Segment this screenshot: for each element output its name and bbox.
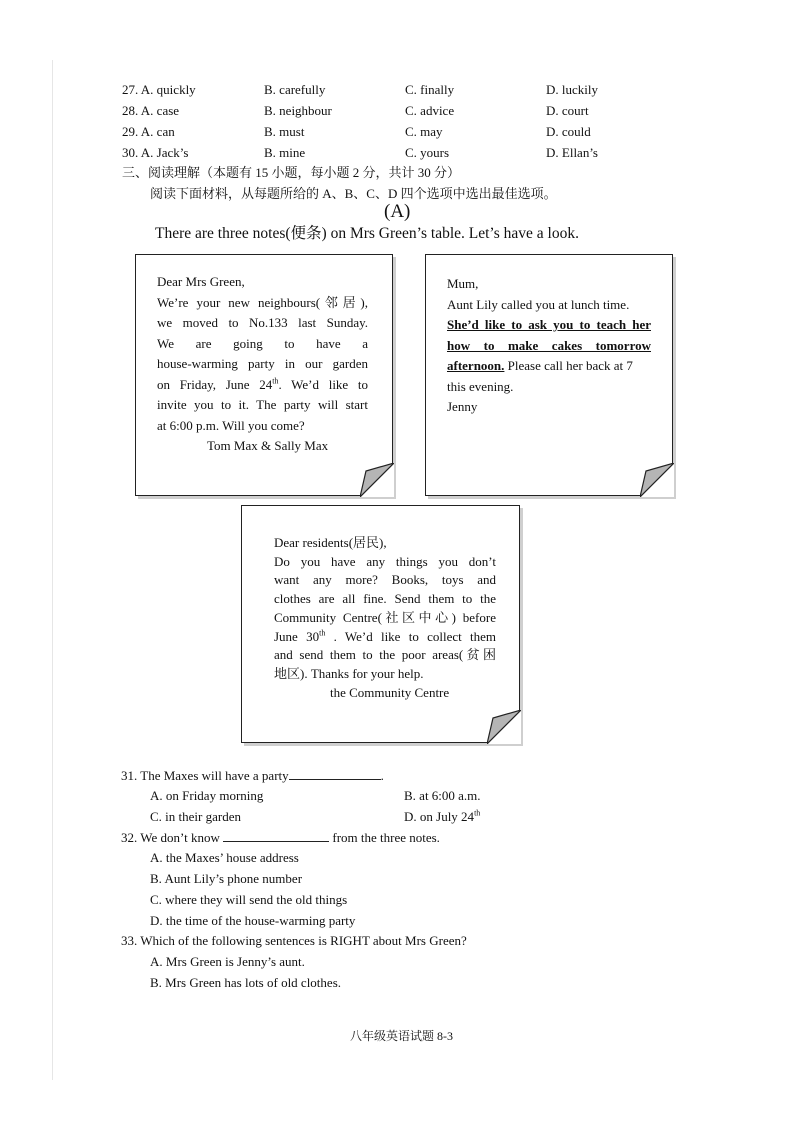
page-curl-icon: [640, 463, 674, 497]
q27-b: B. carefully: [264, 82, 326, 97]
note2-line: afternoon. Please call her back at 7: [447, 358, 633, 373]
note2-line-underlined: She’d like to ask you to teach her: [447, 317, 651, 332]
q28-b: B. neighbour: [264, 103, 332, 118]
note1-line: house-warming party in our garden: [157, 356, 368, 371]
q29-a: 29. A. can: [122, 124, 175, 139]
q27-d: D. luckily: [546, 82, 598, 97]
note2-line: Aunt Lily called you at lunch time.: [447, 296, 630, 312]
note2-signature: Jenny: [447, 399, 478, 414]
section-heading: 三、阅读理解（本题有 15 小题，每小题 2 分，共计 30 分）: [122, 165, 461, 180]
page-footer: 八年级英语试题 8-3: [350, 1029, 453, 1043]
q30-d: D. Ellan’s: [546, 145, 598, 160]
q32-option-d[interactable]: D. the time of the house-warming party: [150, 913, 356, 928]
note1-line: on Friday, June 24th. We’d like to: [157, 376, 368, 392]
q31-option-a[interactable]: A. on Friday morning: [150, 788, 264, 803]
note-mum: [425, 254, 673, 496]
q29-d: D. could: [546, 124, 591, 139]
section-instruction: 阅读下面材料，从每题所给的 A、B、C、D 四个选项中选出最佳选项。: [150, 186, 557, 201]
note1-line: we moved to No.133 last Sunday.: [157, 315, 368, 330]
scan-margin-line: [52, 60, 53, 1080]
q27-a: 27. A. quickly: [122, 82, 196, 97]
note1-line: at 6:00 p.m. Will you come?: [157, 417, 305, 433]
note3-line: clothes are all fine. Send them to the: [274, 591, 496, 607]
q31-stem: 31. The Maxes will have a party .: [121, 768, 384, 783]
q30-b: B. mine: [264, 145, 306, 160]
q32-stem: 32. We don’t know from the three notes.: [121, 830, 440, 845]
q32-option-b[interactable]: B. Aunt Lily’s phone number: [150, 871, 303, 886]
q32-option-c[interactable]: C. where they will send the old things: [150, 892, 348, 907]
q33-option-a[interactable]: A. Mrs Green is Jenny’s aunt.: [150, 954, 305, 969]
note3-line: June 30th . We’d like to collect them: [274, 628, 496, 644]
passage-intro: There are three notes(便条) on Mrs Green’s table. Let’s have a look.: [155, 225, 579, 242]
q28-d: D. court: [546, 103, 589, 118]
note1-line: invite you to it. The party will start: [157, 397, 368, 412]
note3-line: Do you have any things you don’t: [274, 553, 496, 569]
q28-a: 28. A. case: [122, 103, 180, 118]
q32-option-a[interactable]: A. the Maxes’ house address: [150, 850, 299, 865]
q31-option-b[interactable]: B. at 6:00 a.m.: [404, 788, 481, 803]
note3-line: Community Centre(社区中心) before: [274, 609, 496, 625]
note1-greeting: Dear Mrs Green,: [157, 274, 245, 289]
q29-b: B. must: [264, 124, 305, 139]
q27-c: C. finally: [405, 82, 455, 97]
q31-option-c[interactable]: C. in their garden: [150, 809, 241, 824]
note1-line: We are going to have a: [157, 335, 368, 351]
note3-line: want any more? Books, toys and: [274, 572, 496, 588]
note2-line: this evening.: [447, 378, 514, 394]
note1-line: We’re your new neighbours(邻居),: [157, 294, 368, 310]
note3-line: and send them to the poor areas(贫困: [274, 647, 496, 663]
q31-option-d[interactable]: D. on July 24th: [404, 808, 481, 824]
q29-c: C. may: [405, 124, 443, 139]
passage-label: (A): [384, 201, 411, 222]
note3-greeting: Dear residents(居民),: [274, 535, 387, 550]
note3-line: 地区). Thanks for your help.: [274, 665, 424, 681]
note3-signature: the Community Centre: [330, 684, 450, 700]
note1-signature: Tom Max & Sally Max: [207, 438, 329, 453]
note2-greeting: Mum,: [447, 276, 479, 291]
note2-line-underlined: how to make cakes tomorrow: [447, 337, 651, 353]
note-neighbours: [135, 254, 393, 496]
q30-c: C. yours: [405, 145, 450, 160]
q33-stem: 33. Which of the following sentences is RIGHT about Mrs Green?: [121, 933, 467, 948]
page-curl-icon: [360, 463, 394, 497]
q28-c: C. advice: [405, 103, 455, 118]
q33-option-b[interactable]: B. Mrs Green has lots of old clothes.: [150, 975, 342, 990]
note-residents: [241, 505, 520, 743]
q30-a: 30. A. Jack’s: [122, 145, 189, 160]
page-curl-icon: [487, 710, 521, 744]
